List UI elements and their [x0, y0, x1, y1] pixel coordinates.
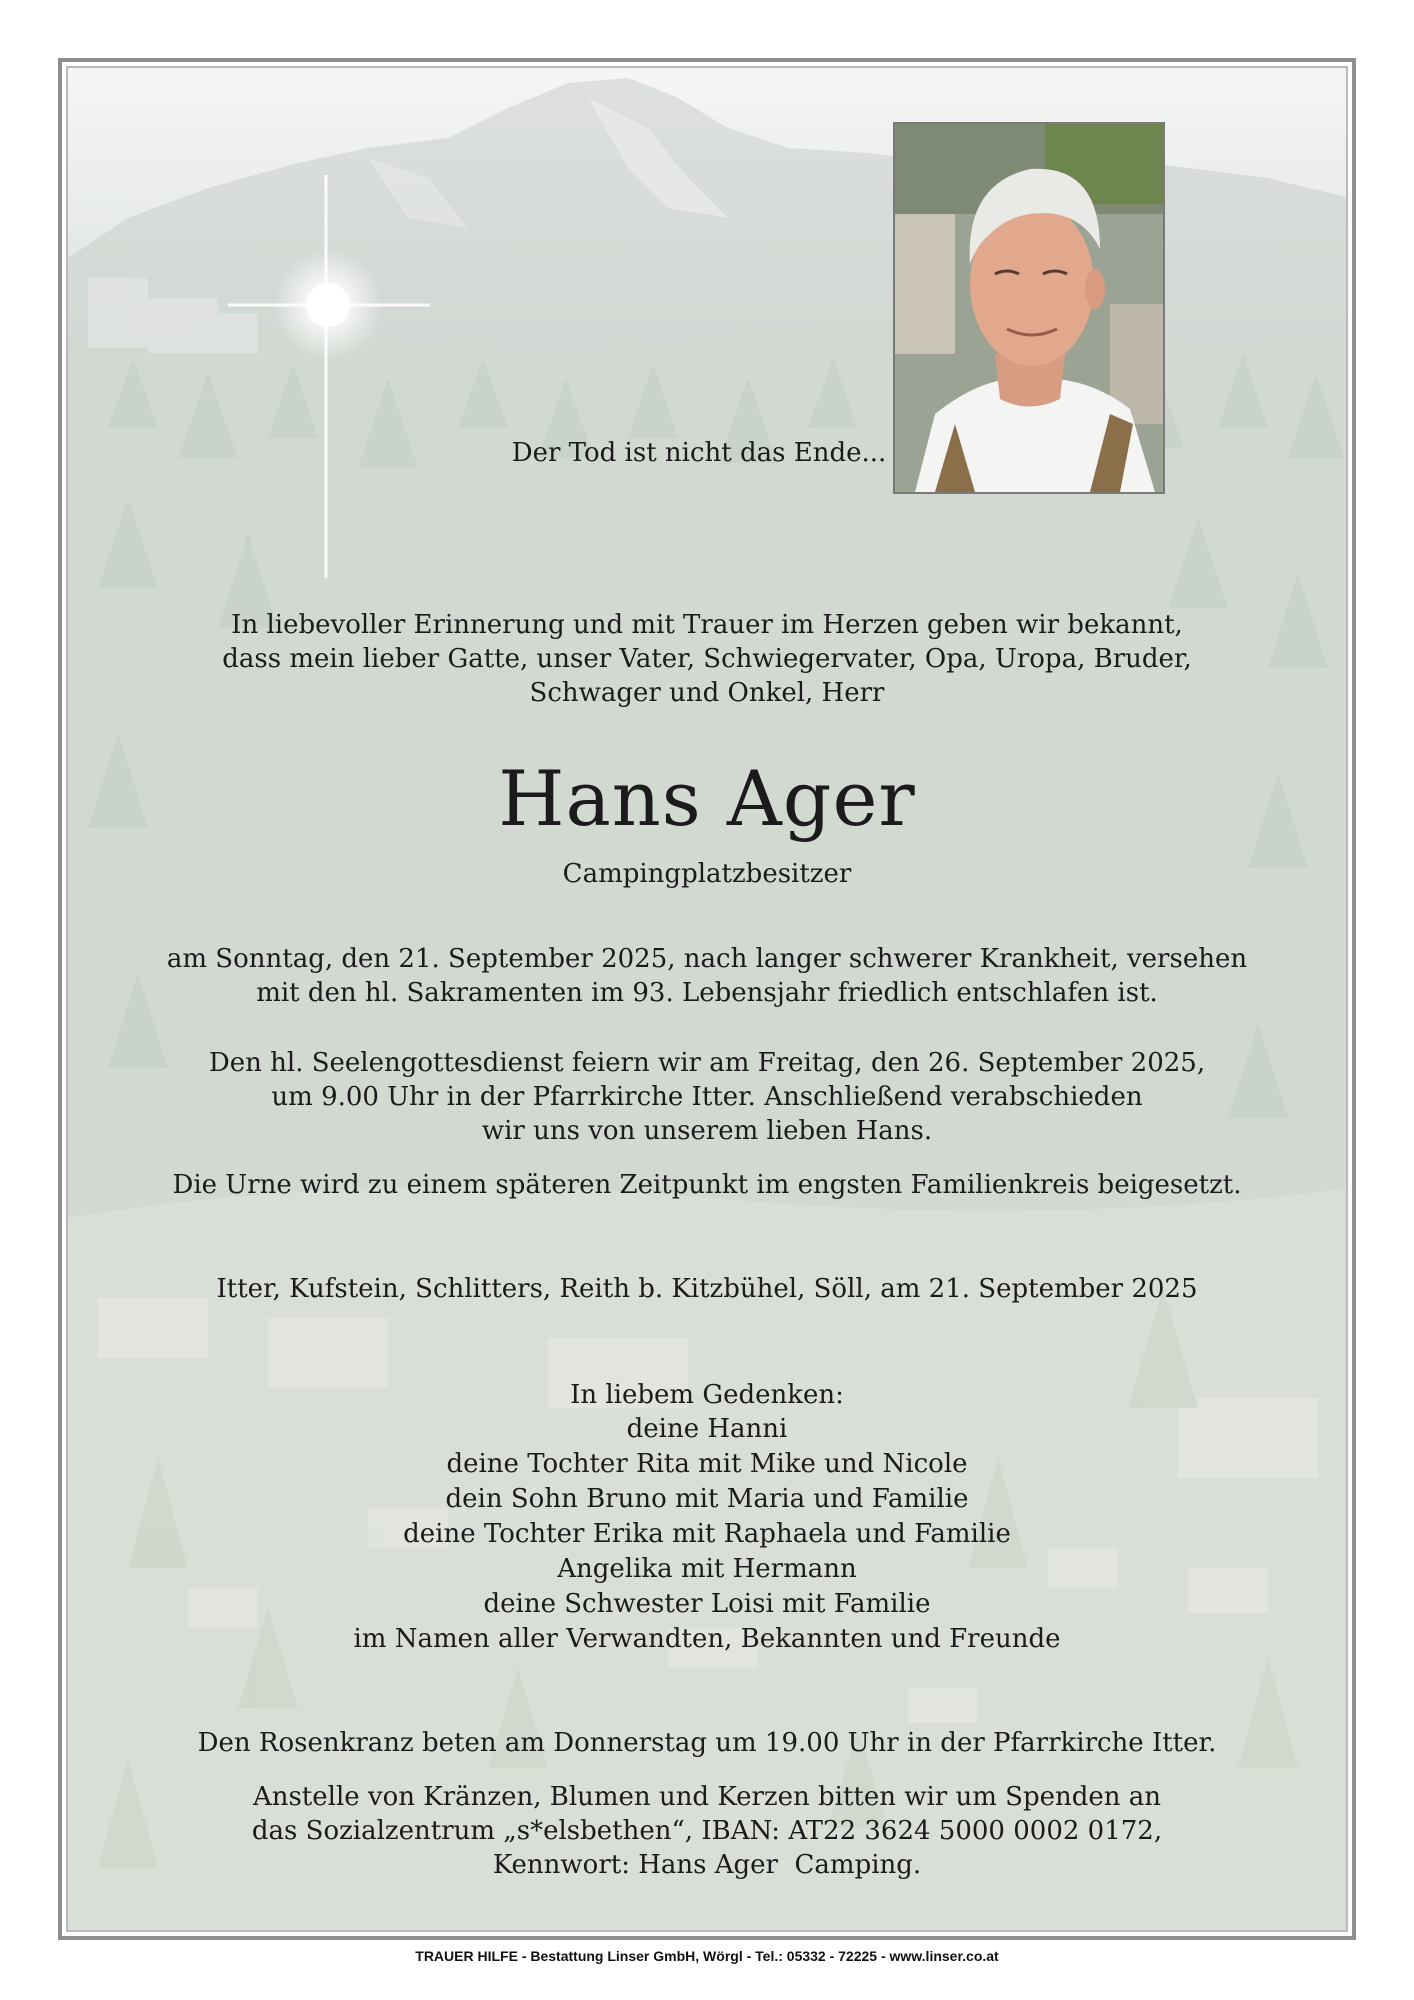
service-line: wir uns von unserem lieben Hans.: [481, 1116, 933, 1146]
deceased-occupation: Campingplatzbesitzer: [562, 859, 852, 889]
deceased-name: Hans Ager: [498, 754, 916, 843]
mourners-heading: In liebem Gedenken:: [570, 1380, 844, 1410]
place-date: Itter, Kufstein, Schlitters, Reith b. Kitzbühel, Söll, am 21. September 2025: [216, 1274, 1198, 1304]
announcement-line: dass mein lieber Gatte, unser Vater, Schwiegervater, Opa, Uropa, Bruder,: [222, 644, 1192, 674]
mourner-line: deine Tochter Rita mit Mike und Nicole: [446, 1449, 968, 1479]
death-notice-line: am Sonntag, den 21. September 2025, nach langer schwerer Krankheit, versehen: [166, 944, 1248, 974]
rosary-notice: Den Rosenkranz beten am Donnerstag um 19.00 Uhr in der Pfarrkirche Itter.: [197, 1728, 1217, 1758]
mourner-line: deine Hanni: [626, 1414, 788, 1444]
donation-line: Anstelle von Kränzen, Blumen und Kerzen bitten wir um Spenden an: [252, 1782, 1162, 1812]
service-line: Den hl. Seelengottesdienst feiern wir am Freitag, den 26. September 2025,: [208, 1048, 1206, 1078]
motto: Der Tod ist nicht das Ende...: [511, 438, 887, 468]
donation-line: das Sozialzentrum „s*elsbethen“, IBAN: AT22 3624 5000 0002 0172,: [251, 1816, 1163, 1846]
mourner-line: dein Sohn Bruno mit Maria und Familie: [445, 1484, 969, 1514]
mourner-line: deine Schwester Loisi mit Familie: [483, 1589, 931, 1619]
announcement-line: In liebevoller Erinnerung und mit Trauer im Herzen geben wir bekannt,: [231, 610, 1183, 640]
announcement-line: Schwager und Onkel, Herr: [529, 678, 885, 708]
mourner-line: deine Tochter Erika mit Raphaela und Familie: [403, 1519, 1011, 1549]
death-notice-line: mit den hl. Sakramenten im 93. Lebensjahr friedlich entschlafen ist.: [256, 978, 1158, 1008]
urn-notice: Die Urne wird zu einem späteren Zeitpunkt im engsten Familienkreis beigesetzt.: [172, 1170, 1242, 1200]
funeral-home-footer: TRAUER HILFE - Bestattung Linser GmbH, Wörgl - Tel.: 05332 - 72225 - www.linser.co.at: [415, 1948, 999, 1964]
mourner-line: im Namen aller Verwandten, Bekannten und Freunde: [353, 1624, 1061, 1654]
service-line: um 9.00 Uhr in der Pfarrkirche Itter. Anschließend verabschieden: [271, 1082, 1143, 1112]
mourner-line: Angelika mit Hermann: [557, 1554, 857, 1584]
donation-line: Kennwort: Hans Ager Camping.: [492, 1850, 922, 1880]
